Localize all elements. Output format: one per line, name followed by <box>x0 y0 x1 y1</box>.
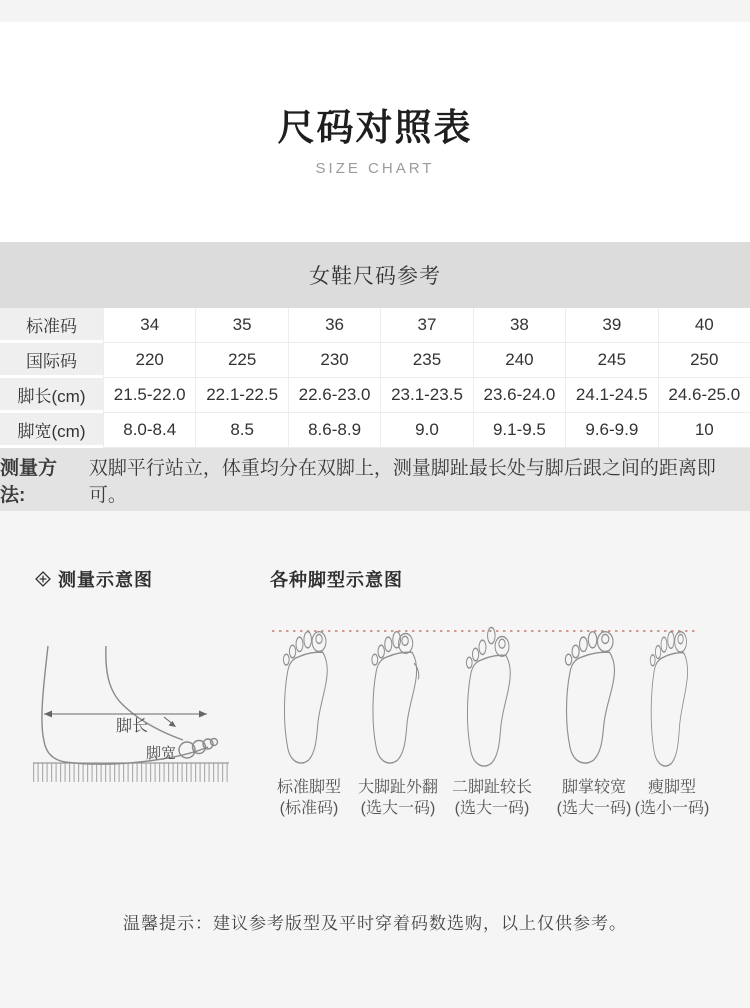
table-cell: 34 <box>103 308 195 343</box>
footprint-bunion <box>372 631 419 763</box>
table-cell: 24.1-24.5 <box>565 378 657 413</box>
page-title: 尺码对照表 <box>277 107 473 148</box>
foot-type-name: 脚掌较宽 <box>561 779 626 796</box>
footprint-wide <box>565 632 614 763</box>
page-subtitle: SIZE CHART <box>315 160 435 177</box>
table-cell: 39 <box>565 308 657 343</box>
foot-types-diagram <box>258 612 718 774</box>
table-cell: 24.6-25.0 <box>658 378 750 413</box>
table-cell: 37 <box>380 308 472 343</box>
foot-type-advice: (选大一码) <box>360 800 436 817</box>
table-cell: 21.5-22.0 <box>103 378 195 413</box>
table-cell: 22.6-23.0 <box>288 378 380 413</box>
table-cell: 36 <box>288 308 380 343</box>
foot-type-label <box>607 777 737 819</box>
foot-type-name: 大脚趾外翻 <box>357 779 438 796</box>
table-cell: 220 <box>103 343 195 378</box>
foot-length-label: 脚长 <box>115 718 149 735</box>
foot-types-heading-label: 各种脚型示意图 <box>270 570 403 590</box>
foot-type-name: 瘦脚型 <box>647 779 696 796</box>
table-cell: 8.5 <box>195 413 287 448</box>
foot-type-name: 标准脚型 <box>276 779 341 796</box>
table-cell: 225 <box>195 343 287 378</box>
foot-type-name: 二脚趾较长 <box>451 779 532 796</box>
top-strip <box>0 0 750 22</box>
footprint-long-second-toe <box>466 628 510 766</box>
table-cell: 35 <box>195 308 287 343</box>
table-cell: 250 <box>658 343 750 378</box>
table-cell: 8.0-8.4 <box>103 413 195 448</box>
table-cell: 23.1-23.5 <box>380 378 472 413</box>
measure-diagram-heading <box>35 566 153 592</box>
foot-type-advice: (标准码) <box>279 800 339 817</box>
table-cell: 9.6-9.9 <box>565 413 657 448</box>
table-cell: 9.1-9.5 <box>473 413 565 448</box>
diamond-compass-icon <box>35 571 51 587</box>
table-cell: 23.6-24.0 <box>473 378 565 413</box>
footprint-narrow <box>650 632 687 766</box>
foot-types-heading <box>270 566 403 592</box>
table-header-band <box>0 242 750 308</box>
table-cell: 10 <box>658 413 750 448</box>
table-header-label: 女鞋尺码参考 <box>309 265 441 288</box>
footer-note: 温馨提示：建议参考版型及平时穿着码数选购，以上仅供参考。 <box>123 914 627 933</box>
size-table <box>0 308 750 448</box>
table-cell: 235 <box>380 343 472 378</box>
foot-type-advice: (选大一码) <box>556 800 632 817</box>
foot-type-advice: (选大一码) <box>454 800 530 817</box>
ruler-graphic <box>33 763 229 782</box>
measure-method-text: 双脚平行站立，体重均分在双脚上，测量脚趾最长处与脚后跟之间的距离即可。 <box>88 457 716 506</box>
diagram-section <box>0 511 750 1008</box>
table-cell: 245 <box>565 343 657 378</box>
footprint-standard <box>283 632 327 763</box>
table-cell: 230 <box>288 343 380 378</box>
table-cell: 8.6-8.9 <box>288 413 380 448</box>
table-row-label: 脚长(cm) <box>0 378 103 413</box>
foot-measure-diagram <box>15 602 245 792</box>
foot-type-advice: (选小一码) <box>634 800 710 817</box>
table-row-label: 脚宽(cm) <box>0 413 103 448</box>
measure-method-prefix: 测量方法: <box>0 457 58 506</box>
table-row-label: 国际码 <box>0 343 103 378</box>
table-cell: 38 <box>473 308 565 343</box>
foot-width-label: 脚宽 <box>145 745 177 762</box>
foot-side-outline <box>42 646 218 764</box>
table-cell: 240 <box>473 343 565 378</box>
table-row-label: 标准码 <box>0 308 103 343</box>
measure-method-bar <box>0 448 750 511</box>
table-cell: 22.1-22.5 <box>195 378 287 413</box>
measure-diagram-heading-label: 测量示意图 <box>58 570 153 590</box>
table-cell: 9.0 <box>380 413 472 448</box>
table-cell: 40 <box>658 308 750 343</box>
